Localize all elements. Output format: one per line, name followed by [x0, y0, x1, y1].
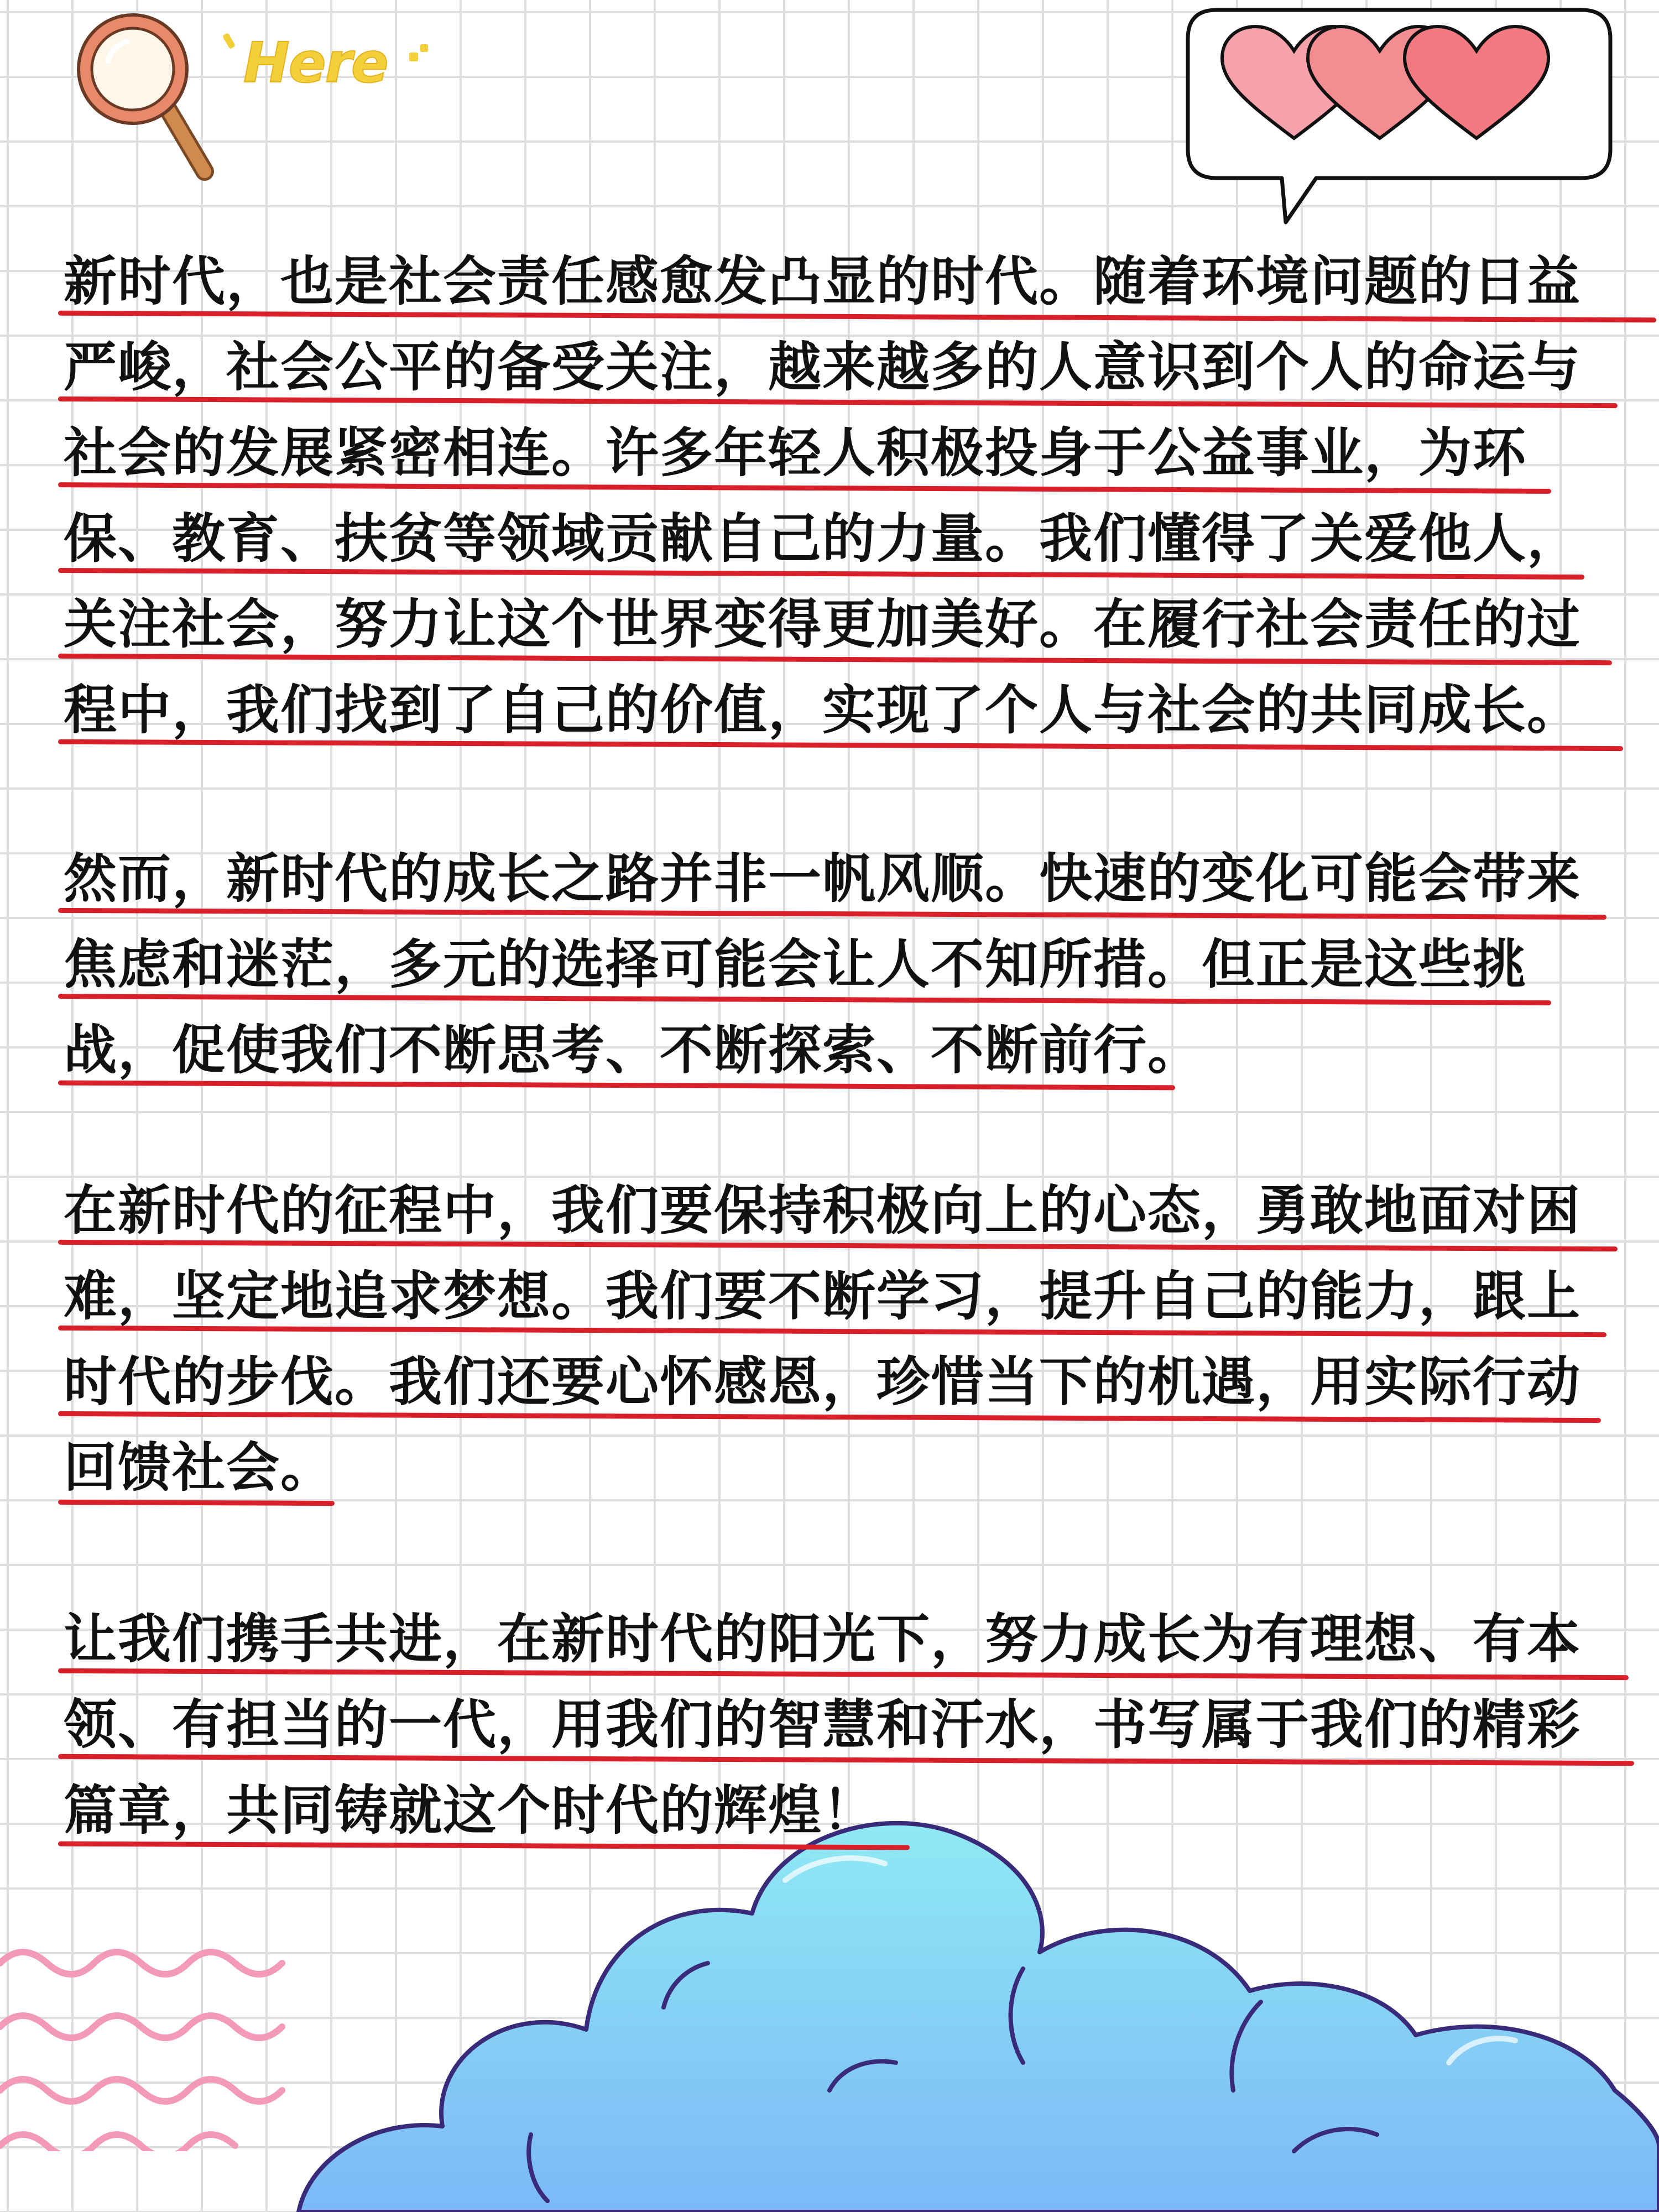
- text-line: 保、教育、扶贫等领域贡献自己的力量。我们懂得了关爱他人，: [64, 506, 1615, 592]
- text-line: 回馈社会。: [64, 1435, 1615, 1521]
- underline: [58, 654, 1612, 665]
- underline: [58, 482, 1551, 494]
- text-line: 新时代，也是社会责任感愈发凸显的时代。随着环境问题的日益: [64, 249, 1615, 335]
- underline: [58, 1411, 1601, 1423]
- here-label: Here: [243, 30, 388, 95]
- text-line: 然而，新时代的成长之路并非一帆风顺。快速的变化可能会带来: [64, 846, 1615, 932]
- underline: [58, 994, 1551, 1005]
- text-line: 领、有担当的一代，用我们的智慧和汗水，书写属于我们的精彩: [64, 1692, 1615, 1778]
- text-line: 程中，我们找到了自己的价值，实现了个人与社会的共同成长。: [64, 677, 1615, 763]
- underline: [58, 568, 1584, 580]
- sparkle-icon: [222, 33, 236, 49]
- paragraph-2: [64, 846, 1615, 1103]
- text-line: 时代的步伐。我们还要心怀感恩，珍惜当下的机遇，用实际行动: [64, 1349, 1615, 1435]
- text-line: 战，促使我们不断思考、不断探索、不断前行。: [64, 1018, 1615, 1103]
- sparkle-icon: [409, 53, 418, 61]
- text-line: 严峻，社会公平的备受关注，越来越多的人意识到个人的命运与: [64, 335, 1615, 420]
- underline: [58, 1326, 1606, 1337]
- wave-icon: [0, 1941, 288, 2151]
- underline: [58, 1240, 1618, 1251]
- underline: [58, 908, 1606, 920]
- underline: [58, 1500, 335, 1506]
- cloud-icon: [288, 1803, 1659, 2212]
- text-line: 在新时代的征程中，我们要保持积极向上的心态，勇敢地面对困: [64, 1178, 1615, 1264]
- underline: [58, 397, 1618, 408]
- text-line: 篇章，共同铸就这个时代的辉煌！: [64, 1778, 1615, 1864]
- underline: [58, 739, 1623, 751]
- text-line: 社会的发展紧密相连。许多年轻人积极投身于公益事业，为环: [64, 420, 1615, 506]
- text-line: 让我们携手共进，在新时代的阳光下，努力成长为有理想、有本: [64, 1606, 1615, 1692]
- speech-bubble-icon: [1183, 6, 1615, 227]
- paragraph-3: [64, 1178, 1615, 1521]
- text-line: 关注社会，努力让这个世界变得更加美好。在履行社会责任的过: [64, 592, 1615, 677]
- paragraph-1: [64, 249, 1615, 763]
- magnifier-icon: [66, 8, 221, 191]
- text-line: 难，坚定地追求梦想。我们要不断学习，提升自己的能力，跟上: [64, 1264, 1615, 1349]
- underline: [58, 1081, 1175, 1091]
- sparkle-icon: [420, 44, 428, 52]
- underline: [58, 1668, 1629, 1680]
- text-line: 焦虑和迷茫，多元的选择可能会让人不知所措。但正是这些挑: [64, 932, 1615, 1018]
